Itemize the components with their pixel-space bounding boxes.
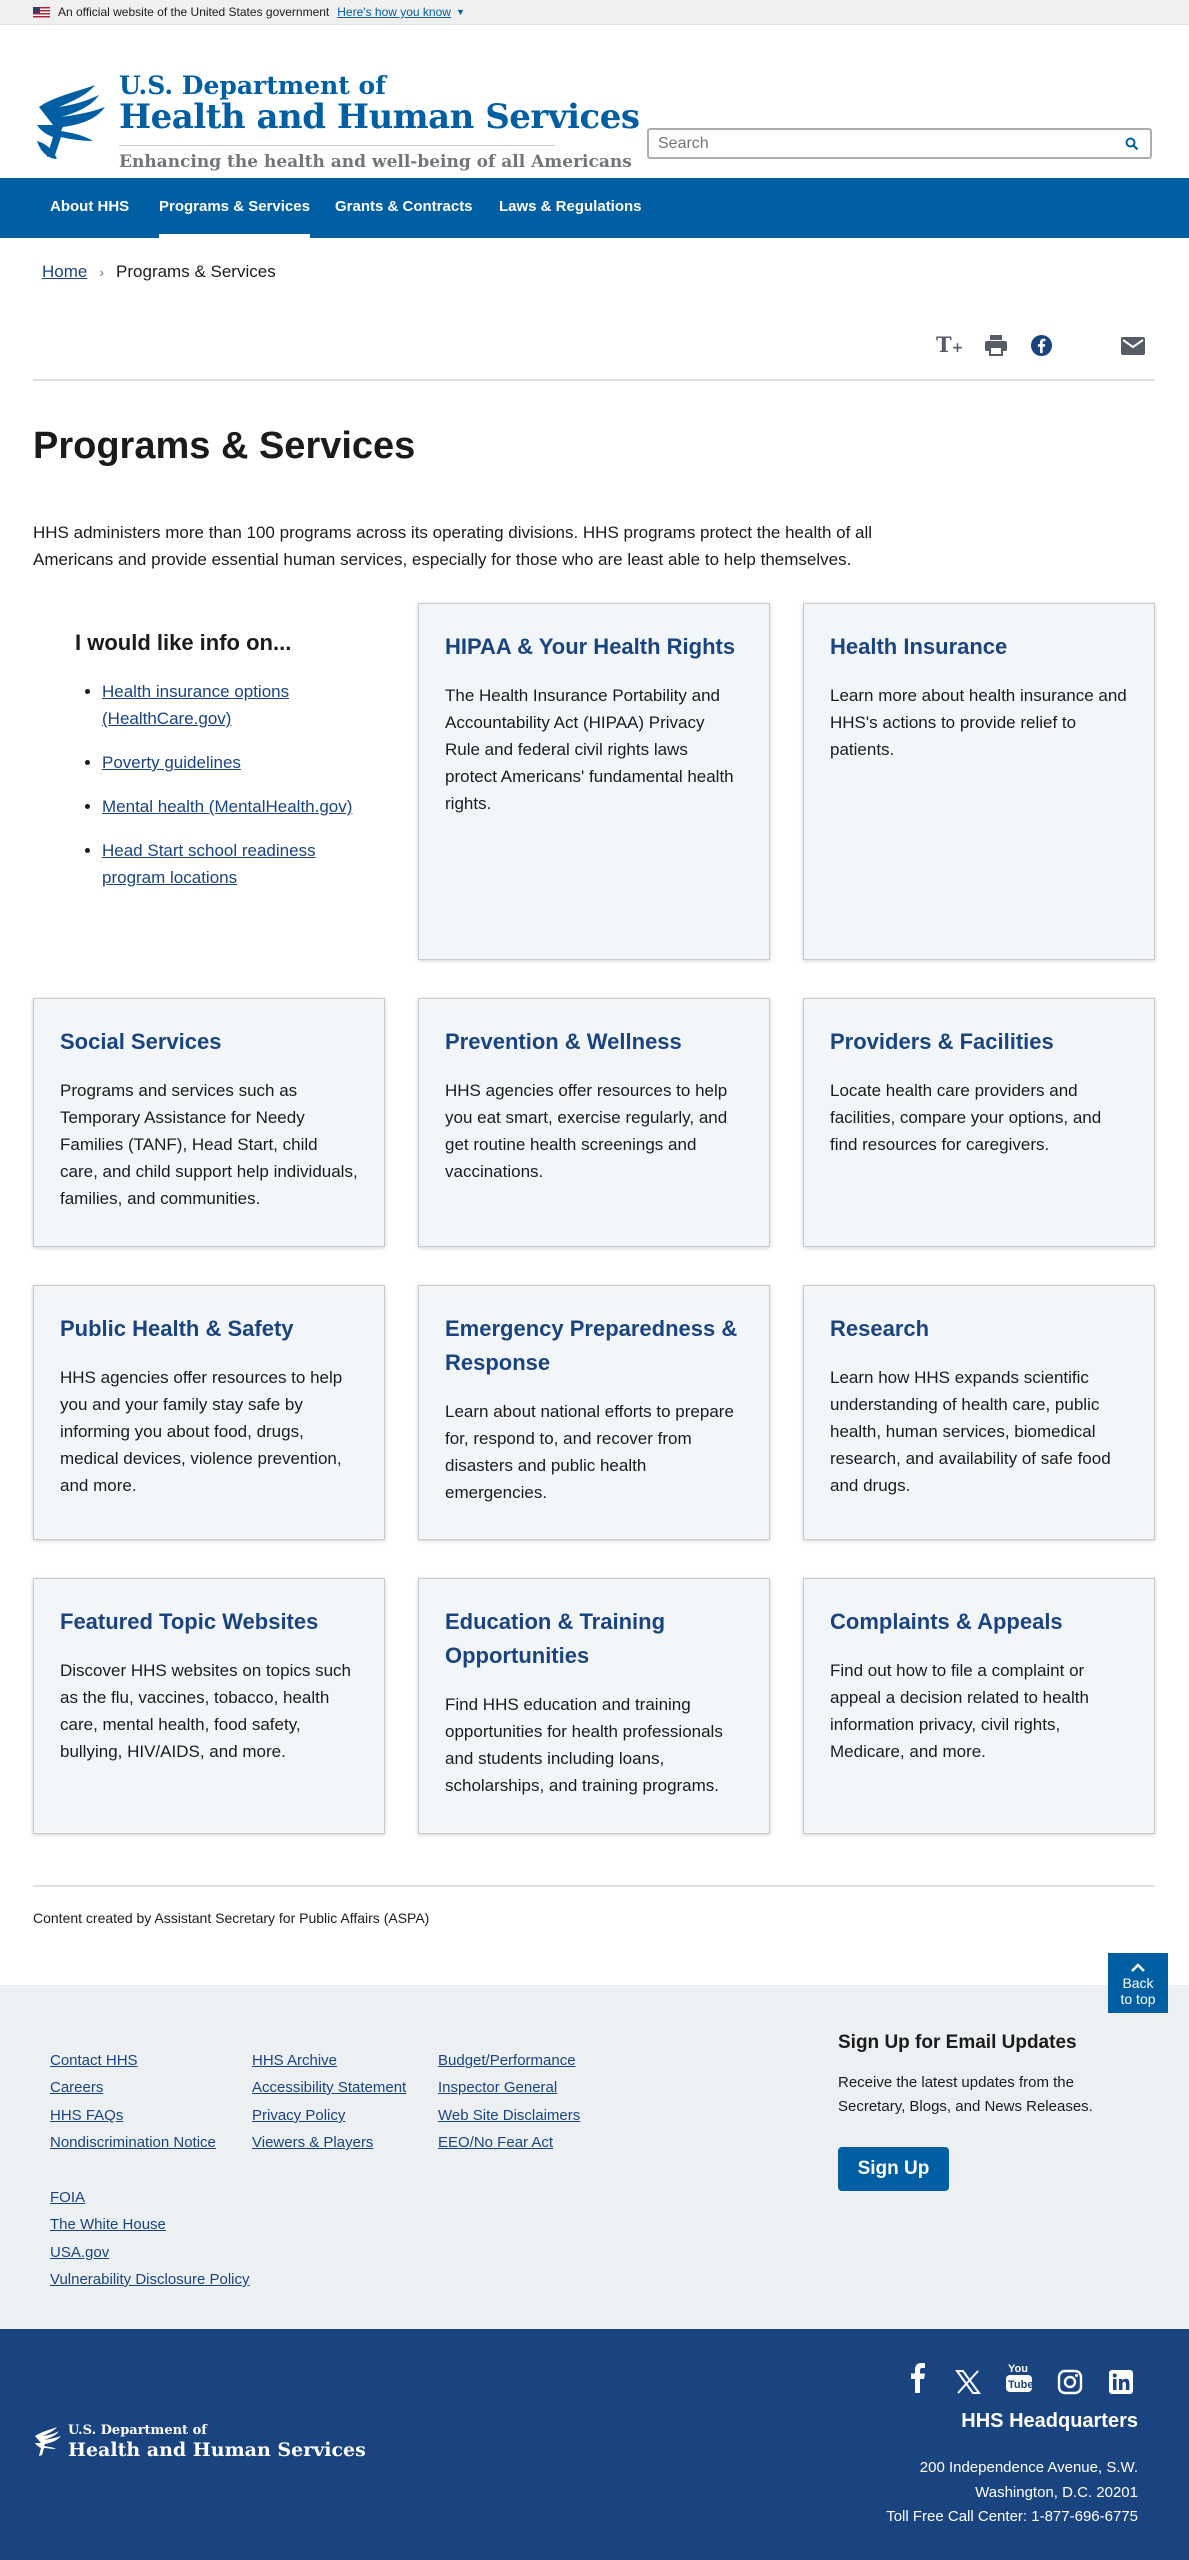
footer-link[interactable]: Budget/Performance xyxy=(438,2052,576,2069)
card-title[interactable]: Health Insurance xyxy=(830,634,1008,659)
card-hipaa[interactable] xyxy=(418,603,770,960)
page-tools xyxy=(0,330,1189,362)
signup-button[interactable]: Sign Up xyxy=(838,2147,949,2191)
gov-banner-text: An official website of the United States government xyxy=(58,5,330,19)
card-description: Learn more about health insurance and HHS's actions to provide relief to patients. xyxy=(830,686,1127,759)
card-description: HHS agencies offer resources to help you eat smart, exercise regularly, and get routine health screenings and vaccinations. xyxy=(445,1081,728,1181)
page-intro: HHS administers more than 100 programs across its operating divisions. HHS programs protect the health of all Americans and provide essential human services, especially for those who are least able to help themselves. xyxy=(33,523,873,569)
card-title[interactable]: Prevention & Wellness xyxy=(445,1029,682,1054)
mental-health-link[interactable]: Mental health (MentalHealth.gov) xyxy=(102,797,353,816)
how-you-know-link[interactable]: Here's how you know xyxy=(337,5,451,19)
card-title[interactable]: HIPAA & Your Health Rights xyxy=(445,634,736,659)
email-share-icon[interactable] xyxy=(1121,337,1145,355)
card-research[interactable] xyxy=(803,1285,1155,1540)
footer-link[interactable]: Accessibility Statement xyxy=(252,2079,407,2096)
x-icon[interactable] xyxy=(955,2364,981,2400)
gov-banner xyxy=(0,0,1189,25)
footer-link[interactable]: EEO/No Fear Act xyxy=(438,2134,554,2151)
print-icon[interactable] xyxy=(984,334,1008,356)
card-prevention-wellness[interactable] xyxy=(418,998,770,1247)
logo-agency-text[interactable]: Health and Human Services xyxy=(119,97,640,137)
footer-link[interactable]: Inspector General xyxy=(438,2079,558,2096)
tools-divider xyxy=(33,379,1155,381)
logo-tagline: Enhancing the health and well-being of all Americans xyxy=(119,152,632,172)
card-description: Find out how to file a complaint or appeal a decision related to health information privacy, civil rights, Medicare, and more. xyxy=(830,1661,1089,1761)
footer-link[interactable]: HHS Archive xyxy=(252,2052,338,2069)
back-to-top-line2: to top xyxy=(1120,1991,1156,2007)
site-header xyxy=(0,25,1189,178)
list-item xyxy=(102,793,365,820)
hhs-eagle-logo-icon[interactable] xyxy=(33,79,111,169)
card-description: Discover HHS websites on topics such as the flu, vaccines, tobacco, health care, mental health, food safety, bullying, HIV/AIDS, and more. xyxy=(60,1661,352,1761)
content-divider xyxy=(33,1885,1155,1887)
text-resize-icon[interactable]: T+ xyxy=(936,332,964,357)
footer-link[interactable]: HHS FAQs xyxy=(50,2107,124,2124)
content-credit: Content created by Assistant Secretary for Public Affairs (ASPA) xyxy=(33,1910,430,1926)
search-icon[interactable] xyxy=(1114,137,1150,151)
card-title[interactable]: Providers & Facilities xyxy=(830,1029,1054,1054)
card-title[interactable]: Education & Training Opportunities xyxy=(445,1609,666,1668)
footer-link[interactable]: USA.gov xyxy=(50,2244,110,2261)
card-description: Locate health care providers and facilities, compare your options, and find resources for caregivers. xyxy=(830,1081,1102,1154)
chevron-up-icon xyxy=(1130,1963,1146,1972)
logo-divider xyxy=(119,145,555,146)
chevron-down-icon[interactable]: ▼ xyxy=(455,7,465,17)
card-description: Find HHS education and training opportunities for health professionals and students including loans, scholarships, and training programs. xyxy=(445,1695,723,1795)
card-title[interactable]: Social Services xyxy=(60,1029,222,1054)
nav-programs-services[interactable]: Programs & Services xyxy=(159,178,310,238)
card-description: HHS agencies offer resources to help you and your family stay safe by informing you about food, drugs, medical devices, violence prevention, and more. xyxy=(60,1368,343,1495)
us-flag-icon xyxy=(33,7,50,18)
svg-text:You: You xyxy=(1008,2363,1028,2375)
back-to-top-line1: Back xyxy=(1122,1975,1154,1991)
nav-about-hhs[interactable]: About HHS xyxy=(50,198,130,215)
card-education-training[interactable] xyxy=(418,1578,770,1834)
footer-link[interactable]: FOIA xyxy=(50,2189,86,2206)
card-health-insurance[interactable] xyxy=(803,603,1155,960)
card-title[interactable]: Public Health & Safety xyxy=(60,1316,294,1341)
card-description: Learn about national efforts to prepare for, respond to, and recover from disasters and public health emergencies. xyxy=(445,1402,734,1502)
card-description: The Health Insurance Portability and Accountability Act (HIPAA) Privacy Rule and federal civil rights laws protect Americans' fundamental health rights. xyxy=(445,686,734,813)
main-nav xyxy=(0,178,1189,238)
hhs-eagle-logo-icon[interactable] xyxy=(33,2425,63,2459)
breadcrumb-home-link[interactable]: Home xyxy=(42,262,88,281)
list-item xyxy=(102,749,365,776)
logo-dept-text[interactable]: U.S. Department of xyxy=(119,71,386,100)
back-to-top-button[interactable] xyxy=(1108,1953,1168,2013)
poverty-guidelines-link[interactable]: Poverty guidelines xyxy=(102,753,241,772)
card-title[interactable]: Emergency Preparedness & Response xyxy=(445,1316,738,1375)
card-title[interactable]: Featured Topic Websites xyxy=(60,1609,319,1634)
list-item xyxy=(102,837,365,891)
search-box xyxy=(647,128,1152,159)
facebook-icon[interactable] xyxy=(907,2359,927,2395)
hq-address-line: 200 Independence Avenue, S.W. xyxy=(919,2459,1138,2476)
card-social-services[interactable] xyxy=(33,998,385,1247)
card-public-health-safety[interactable] xyxy=(33,1285,385,1540)
card-title[interactable]: Complaints & Appeals xyxy=(830,1609,1063,1634)
svg-text:Tube: Tube xyxy=(1008,2379,1033,2391)
signup-heading: Sign Up for Email Updates xyxy=(838,2032,1077,2053)
footer-link[interactable]: Nondiscrimination Notice xyxy=(50,2134,216,2151)
card-description: Learn how HHS expands scientific understanding of health care, public health, human services, biomedical research, and availability of safe food and drugs. xyxy=(830,1368,1111,1495)
search-input[interactable] xyxy=(649,129,1114,158)
healthcare-gov-link[interactable]: Health insurance options (HealthCare.gov) xyxy=(102,682,290,728)
list-item xyxy=(102,678,365,732)
linkedin-icon[interactable] xyxy=(1108,2364,1134,2400)
footer-link[interactable]: The White House xyxy=(50,2216,166,2233)
footer-link[interactable]: Privacy Policy xyxy=(252,2107,346,2124)
footer-link[interactable]: Viewers & Players xyxy=(252,2134,374,2151)
card-title[interactable]: Research xyxy=(830,1316,930,1341)
info-list xyxy=(75,630,365,908)
info-heading: I would like info on... xyxy=(75,630,292,655)
footer-link[interactable]: Careers xyxy=(50,2079,104,2096)
head-start-link[interactable]: Head Start school readiness program locations xyxy=(102,841,316,887)
breadcrumb-current: Programs & Services xyxy=(116,262,276,281)
footer-link[interactable]: Web Site Disclaimers xyxy=(438,2107,581,2124)
info-links xyxy=(75,678,365,891)
nav-laws-regulations[interactable]: Laws & Regulations xyxy=(499,198,642,215)
chevron-right-icon: › xyxy=(99,264,105,280)
signup-text: Receive the latest updates from the Secretary, Blogs, and News Releases. xyxy=(838,2074,1093,2115)
hq-address-line: Washington, D.C. 20201 xyxy=(975,2484,1138,2501)
footer-logo-agency[interactable]: Health and Human Services xyxy=(68,2439,366,2461)
breadcrumb xyxy=(42,262,276,282)
card-providers-facilities[interactable] xyxy=(803,998,1155,1247)
facebook-share-icon[interactable] xyxy=(1030,334,1053,357)
youtube-icon[interactable] xyxy=(1005,2359,1033,2395)
nav-grants-contracts[interactable]: Grants & Contracts xyxy=(335,198,473,215)
footer-link[interactable]: Vulnerability Disclosure Policy xyxy=(50,2271,250,2288)
card-emergency-preparedness[interactable] xyxy=(418,1285,770,1540)
instagram-icon[interactable] xyxy=(1057,2364,1083,2400)
card-complaints-appeals[interactable] xyxy=(803,1578,1155,1834)
hq-phone: Toll Free Call Center: 1-877-696-6775 xyxy=(886,2508,1138,2525)
footer-logo-dept[interactable]: U.S. Department of xyxy=(68,2423,207,2438)
footer-link[interactable]: Contact HHS xyxy=(50,2052,138,2069)
hq-heading: HHS Headquarters xyxy=(961,2410,1138,2432)
card-featured-topic-websites[interactable] xyxy=(33,1578,385,1834)
card-description: Programs and services such as Temporary Assistance for Needy Families (TANF), Head Start, child care, and child support help individuals, families, and communities. xyxy=(60,1081,358,1208)
page-title: Programs & Services xyxy=(33,425,416,467)
